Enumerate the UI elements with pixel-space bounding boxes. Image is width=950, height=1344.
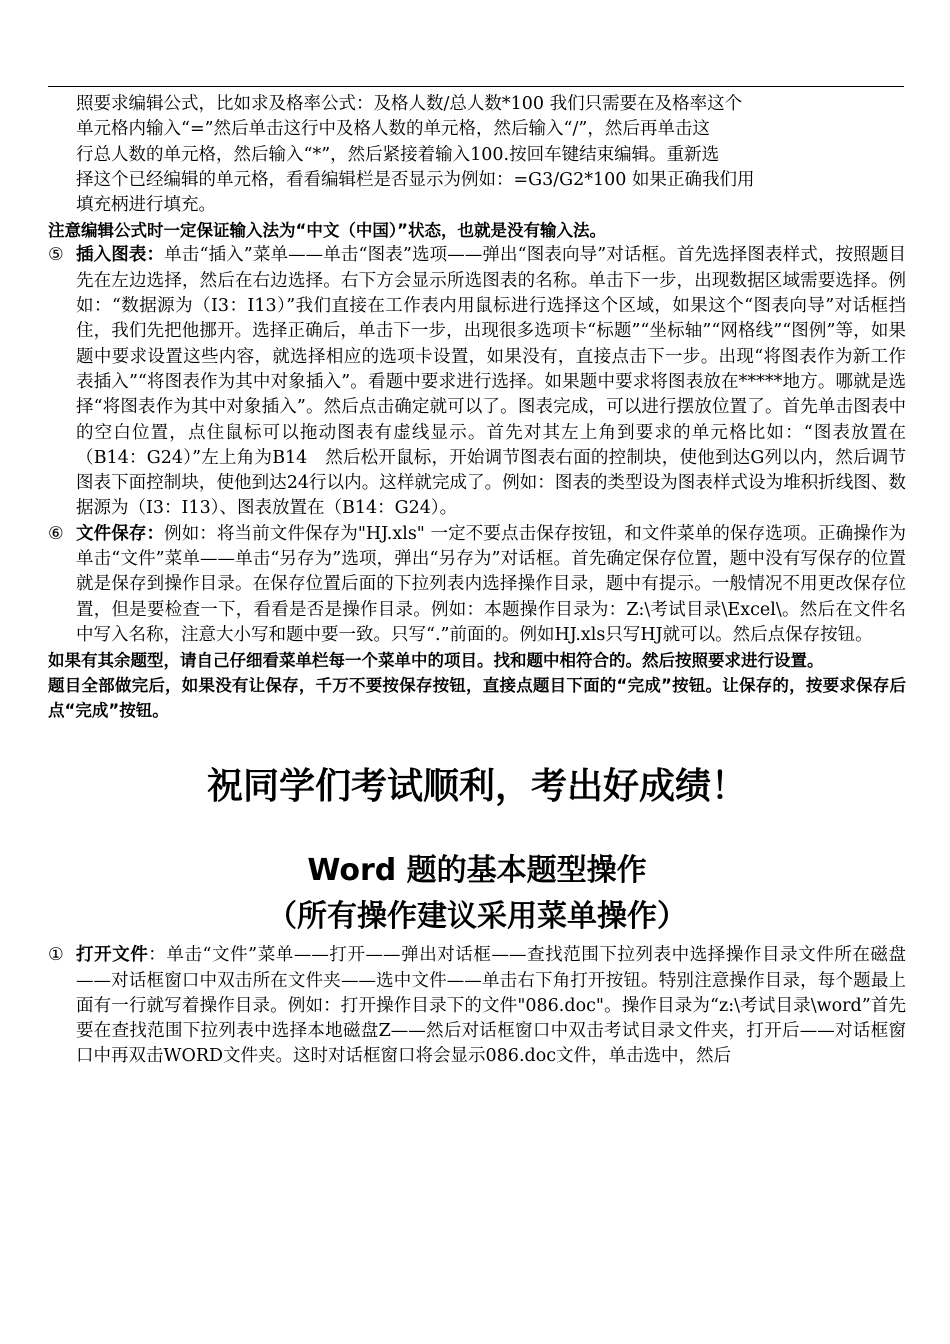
text-line: 填充柄进行填充。	[76, 195, 216, 216]
note-finish: 题目全部做完后，如果没有让保存，千万不要按保存按钮，直接点题目下面的“完成”按钮。让保存的，按要求保存后点“完成”按钮。	[48, 676, 906, 721]
note-input-method: 注意编辑公式时一定保证输入法为“中文（中国）”状态，也就是没有输入法。	[48, 221, 606, 241]
step-open-file	[48, 943, 906, 1069]
text-line: 单元格内输入“=”然后单击这行中及格人数的单元格，然后输入“/”，然后再单击这	[76, 119, 710, 140]
note-other-types: 如果有其余题型，请自己仔细看菜单栏每一个菜单中的项目。找和题中相符合的。然后按照要求进行设置。	[48, 651, 824, 671]
word-section-subtitle: （所有操作建议采用菜单操作）	[267, 899, 687, 935]
header-rule	[48, 86, 904, 87]
step-label: 打开文件	[76, 945, 149, 966]
text-line: 行总人数的单元格，然后输入“*”，然后紧接着输入100.按回车键结束编辑。重新选	[76, 144, 720, 165]
word-section-title: Word 题的基本题型操作	[307, 853, 647, 889]
step-save-file	[48, 522, 906, 648]
step-text: 单击“插入”菜单——单击“图表”选项——弹出“图表向导”对话框。首先选择图表样式，按照题目先在左边选择，然后在右边选择。右下方会显示所选图表的名称。单击下一步，出现数据区域需要选择。例如：“数据源为（I3：I13）”我们直接在工作表内用鼠标进行选择这个区域，如果这个“图表向导”对话框挡住，我们先把他挪开。选择正确后，单击下一步，出现很多选项卡“标题”“坐标轴”“网格线”“图例”等，如果题中要求设置这些内容，就选择相应的选项卡设置，如果没有，直接点击下一步。出现“将图表作为新工作表插入”“将图表作为其中对象插入”。看题中要求进行选择。如果题中要求将图表放在*****地方。哪就是选择“将图表作为其中对象插入”。然后点击确定就可以了。图表完成，可以进行摆放位置了。首先单击图表中的空白位置，点住鼠标可以拖动图表有虚线显示。首先对其左上角到要求的单元格比如：“图表放置在（B14：G24）”左上角为B14 然后松开鼠标，开始调节图表右面的控制块，使他到达G列以内，然后调节图表下面控制块，使他到达24行以内。这样就完成了。例如：图表的类型设为图表样式设为堆积折线图、数据源为（I3：I13）、图表放置在（B14：G24）。	[76, 245, 906, 519]
step-body	[76, 522, 906, 648]
step-number: ⑥	[48, 523, 64, 544]
slogan-heading: 祝同学们考试顺利，考出好成绩！	[206, 766, 747, 808]
excel-formula-continuation	[48, 92, 906, 218]
document-body	[48, 92, 906, 1070]
step-number: ⑤	[48, 245, 64, 266]
text-line: 择这个已经编辑的单元格，看看编辑栏是否显示为例如：=G3/G2*100 如果正确我们用	[76, 169, 755, 190]
text-line: 照要求编辑公式，比如求及格率公式：及格人数/总人数*100 我们只需要在及格率这个	[76, 94, 743, 114]
step-insert-chart	[48, 243, 906, 521]
step-body	[76, 943, 906, 1069]
step-text: ：单击“文件”菜单——打开——弹出对话框——查找范围下拉列表中选择操作目录文件所在磁盘——对话框窗口中双击所在文件夹——选中文件——单击右下角打开按钮。特别注意操作目录，每个题最上面有一行就写着操作目录。例如：打开操作目录下的文件"086.doc"。操作目录为“z:\考试目录\word”首先要在查找范围下拉列表中选择本地磁盘Z——然后对话框窗口中双击考试目录文件夹，打开后——对话框窗口中再双击WORD文件夹。这时对话框窗口将会显示086.doc文件，单击选中，然后	[76, 945, 907, 1067]
step-label: 文件保存：	[76, 523, 165, 544]
step-number: ①	[48, 945, 64, 966]
step-label: 插入图表：	[76, 245, 165, 266]
step-body	[76, 243, 906, 521]
step-text: 例如：将当前文件保存为"HJ.xls" 一定不要点击保存按钮，和文件菜单的保存选项。正确操作为单击“文件”菜单——单击“另存为”选项，弹出“另存为”对话框。首先确定保存位置，题中没有写保存的位置就是保存到操作目录。在保存位置后面的下拉列表内选择操作目录，题中有提示。一般情况不用更改保存位置，但是要检查一下，看看是否是操作目录。例如：本题操作目录为：Z:\考试目录\Excel\。然后在文件名中写入名称，注意大小写和题中要一致。只写“.”前面的。例如HJ.xls只写HJ就可以。然后点保存按钮。	[76, 523, 907, 645]
